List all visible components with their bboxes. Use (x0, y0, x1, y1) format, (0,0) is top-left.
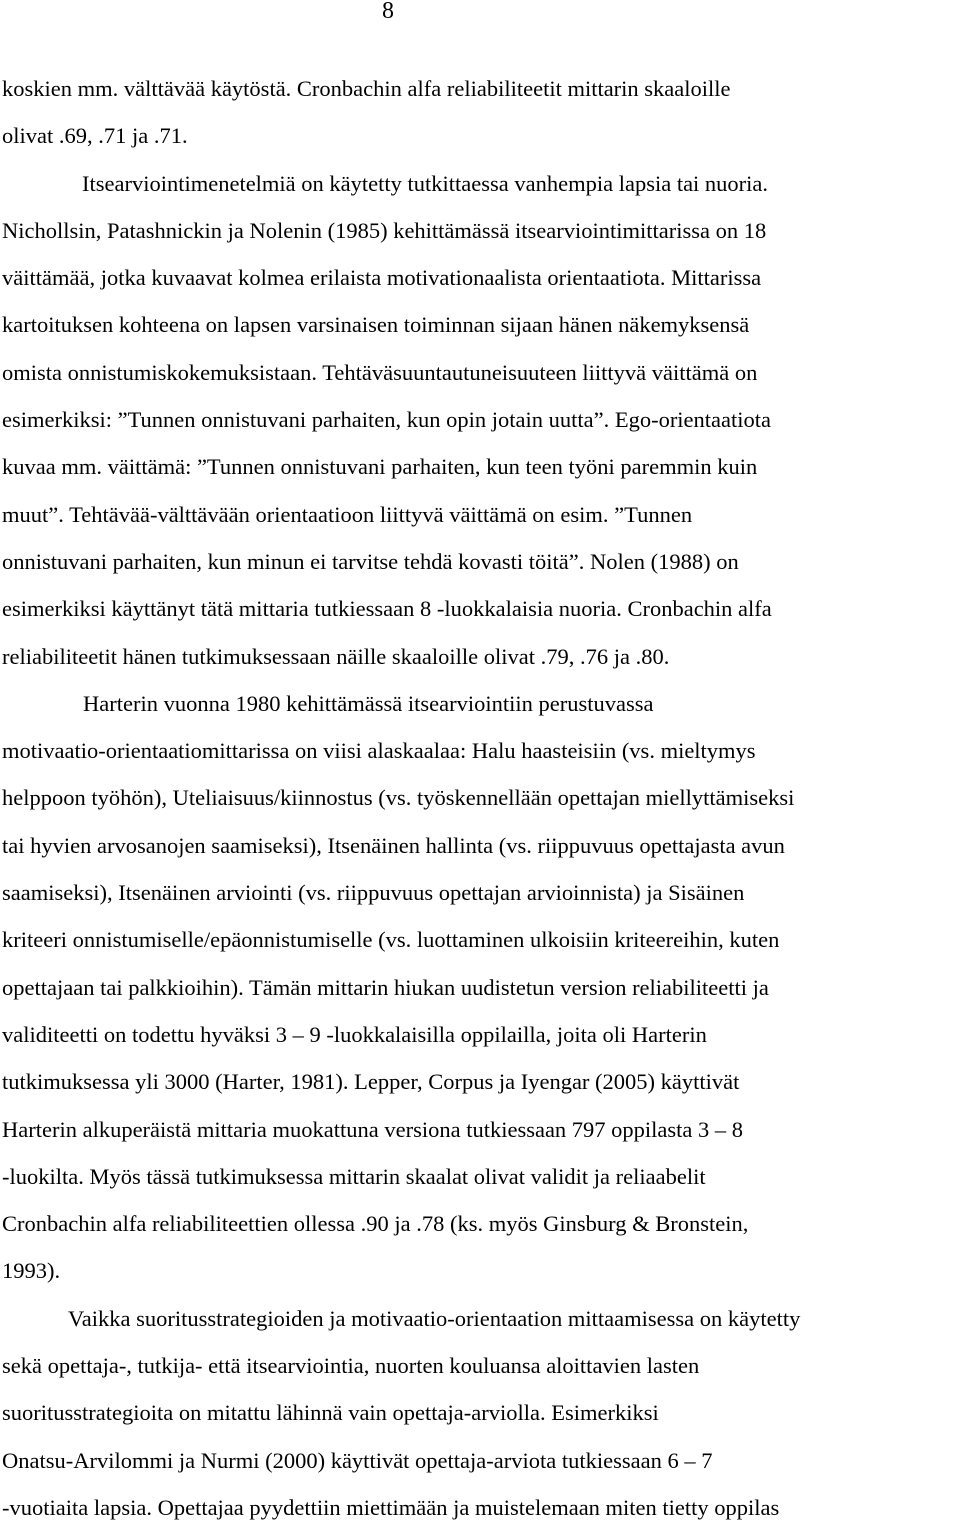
text-line: sekä opettaja-, tutkija- että itsearviointia, nuorten kouluansa aloittavien lasten (2, 1353, 700, 1379)
text-line: tutkimuksessa yli 3000 (Harter, 1981). Lepper, Corpus ja Iyengar (2005) käyttivät (2, 1069, 740, 1095)
text-line: onnistuvani parhaiten, kun minun ei tarvitse tehdä kovasti töitä”. Nolen (1988) on (2, 548, 739, 574)
text-line: saamiseksi), Itsenäinen arviointi (vs. riippuvuus opettajan arvioinnista) ja Sisäinen (2, 880, 745, 906)
text-line: kartoituksen kohteena on lapsen varsinaisen toiminnan sijaan hänen näkemyksensä (2, 312, 750, 338)
text-line: esimerkiksi: ”Tunnen onnistuvani parhaiten, kun opin jotain uutta”. Ego-orientaatiota (2, 407, 772, 433)
text-line: validiteetti on todettu hyväksi 3 – 9 -luokkalaisilla oppilailla, joita oli Harterin (2, 1021, 707, 1047)
text-line: -luokilta. Myös tässä tutkimuksessa mittarin skaalat olivat validit ja reliaabelit (2, 1163, 706, 1189)
text-line: olivat .69, .71 ja .71. (2, 123, 188, 149)
text-line: tai hyvien arvosanojen saamiseksi), Itsenäinen hallinta (vs. riippuvuus opettajasta avun (2, 832, 785, 858)
text-line: kuvaa mm. väittämä: ”Tunnen onnistuvani parhaiten, kun teen työni paremmin kuin (2, 454, 758, 480)
text-line: -vuotiaita lapsia. Opettajaa pyydettiin miettimään ja muistelemaan miten tietty oppilas (2, 1494, 780, 1520)
paragraph-first-line: Vaikka suoritusstrategioiden ja motivaatio-orientaation mittaamisessa on käytetty (68, 1305, 801, 1331)
page-number: 8 (382, 0, 394, 24)
paragraph-first-line: Harterin vuonna 1980 kehittämässä itsearviointiin perustuvassa (83, 690, 654, 716)
text-line: koskien mm. välttävää käytöstä. Cronbachin alfa reliabiliteetit mittarin skaaloille (2, 76, 731, 101)
text-line: opettajaan tai palkkioihin). Tämän mittarin hiukan uudistetun version reliabiliteetti ja (2, 974, 769, 1000)
text-line: Harterin alkuperäistä mittaria muokattuna versiona tutkiessaan 797 oppilasta 3 – 8 (2, 1116, 744, 1142)
text-line: Nichollsin, Patashnickin ja Nolenin (1985) kehittämässä itsearviointimittarissa on 18 (2, 217, 767, 243)
text-line: motivaatio-orientaatiomittarissa on viisi alaskaalaa: Halu haasteisiin (vs. mieltymys (2, 738, 756, 764)
text-line: väittämää, jotka kuvaavat kolmea erilaista motivationaalista orientaatiota. Mittarissa (2, 265, 762, 291)
text-line: suoritusstrategioita on mitattu lähinnä vain opettaja-arviolla. Esimerkiksi (2, 1400, 659, 1426)
text-line: Onatsu-Arvilommi ja Nurmi (2000) käyttivät opettaja-arviota tutkiessaan 6 – 7 (2, 1447, 713, 1473)
text-line: 1993). (2, 1258, 61, 1284)
text-line: muut”. Tehtävää-välttävään orientaatioon liittyvä väittämä on esim. ”Tunnen (2, 501, 693, 527)
text-line: omista onnistumiskokemuksistaan. Tehtäväsuuntautuneisuuteen liittyvä väittämä on (2, 359, 758, 385)
text-line: helppoon työhön), Uteliaisuus/kiinnostus (vs. työskennellään opettajan miellyttämiseksi (2, 785, 795, 811)
text-line: kriteeri onnistumiselle/epäonnistumiselle (vs. luottaminen ulkoisiin kriteereihin, kuten (2, 927, 780, 953)
text-line: esimerkiksi käyttänyt tätä mittaria tutkiessaan 8 -luokkalaisia nuoria. Cronbachin alfa (2, 596, 772, 622)
paragraph-first-line: Itsearviointimenetelmiä on käytetty tutkittaessa vanhempia lapsia tai nuoria. (82, 170, 769, 196)
document-body (2, 71, 960, 1537)
text-line: Cronbachin alfa reliabiliteettien ollessa .90 ja .78 (ks. myös Ginsburg & Bronstein, (2, 1211, 749, 1237)
text-line: reliabiliteetit hänen tutkimuksessaan näille skaaloille olivat .79, .76 ja .80. (2, 643, 670, 669)
